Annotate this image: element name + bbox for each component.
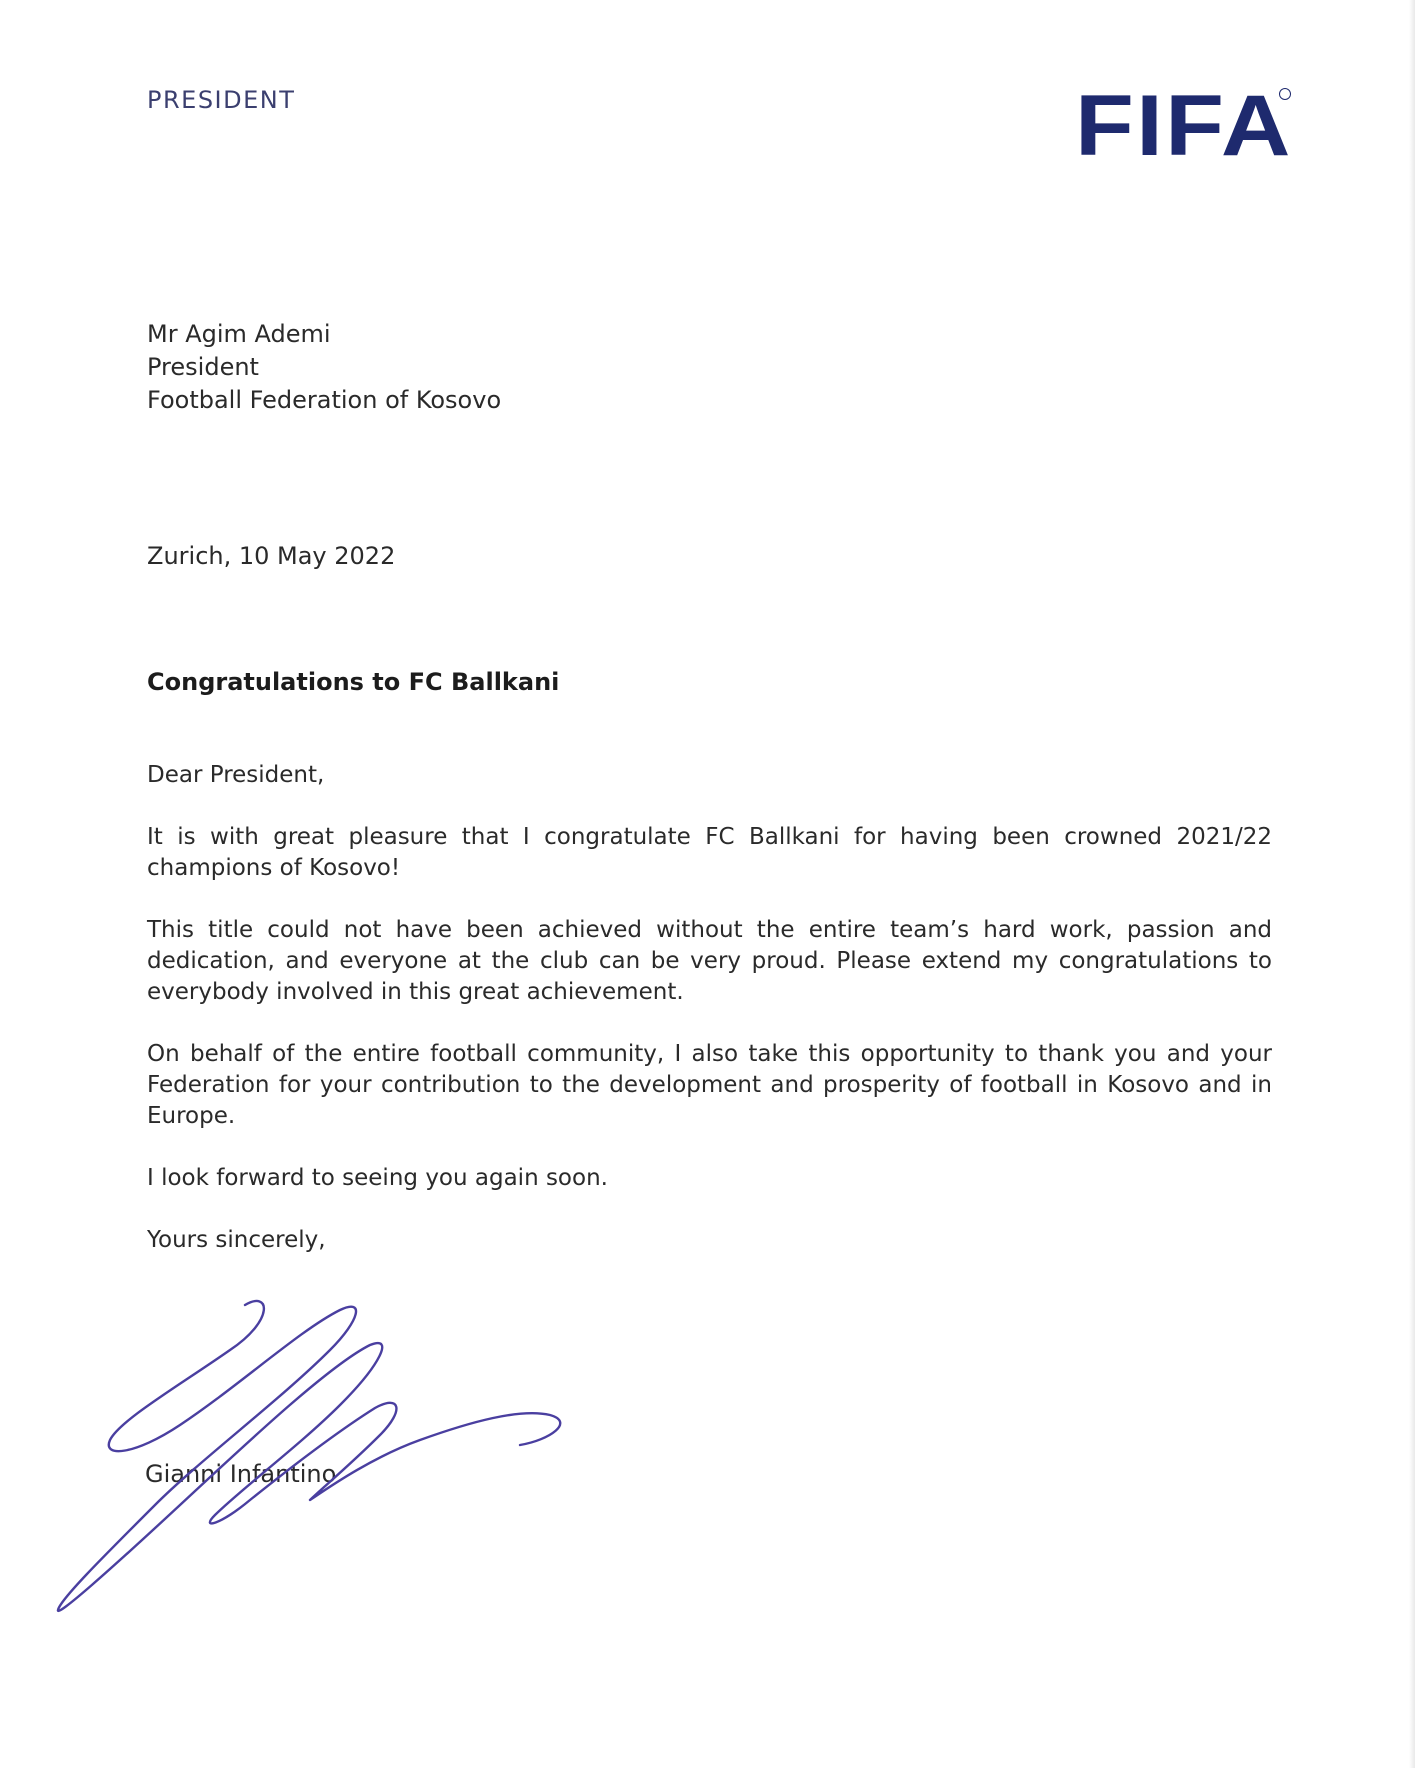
- recipient-name: Mr Agim Ademi: [147, 320, 331, 348]
- handwritten-signature: [40, 1290, 600, 1630]
- fifa-logo: [1075, 78, 1293, 174]
- closing: Yours sincerely,: [147, 1227, 326, 1253]
- place-date: Zurich, 10 May 2022: [147, 542, 396, 570]
- recipient-title: President: [147, 353, 259, 381]
- paragraph-2: This title could not have been achieved without the entire team’s hard work, passion and dedication, and everyone at the club can be very proud. Please extend my congratulations to everybody involved in this great achievement.: [147, 917, 1272, 1005]
- salutation: Dear President,: [147, 762, 325, 788]
- letter-body: [147, 760, 1272, 1287]
- logo-text: FIFA: [1075, 78, 1293, 174]
- page-edge-shadow: [1409, 0, 1415, 1768]
- paragraph-1: It is with great pleasure that I congratulate FC Ballkani for having been crowned 2021/22 champions of Kosovo!: [147, 824, 1272, 881]
- letter-subject: Congratulations to FC Ballkani: [147, 668, 560, 696]
- recipient-organization: Football Federation of Kosovo: [147, 386, 502, 414]
- paragraph-3: On behalf of the entire football community, I also take this opportunity to thank you and your Federation for your contribution to the development and prosperity of football in Kosovo and in Europe.: [147, 1041, 1272, 1129]
- paragraph-4: I look forward to seeing you again soon.: [147, 1165, 608, 1191]
- recipient-address: [147, 318, 501, 417]
- signer-name: Gianni Infantino: [145, 1460, 337, 1488]
- registered-mark-icon: [1279, 88, 1291, 100]
- office-label: PRESIDENT: [147, 86, 296, 114]
